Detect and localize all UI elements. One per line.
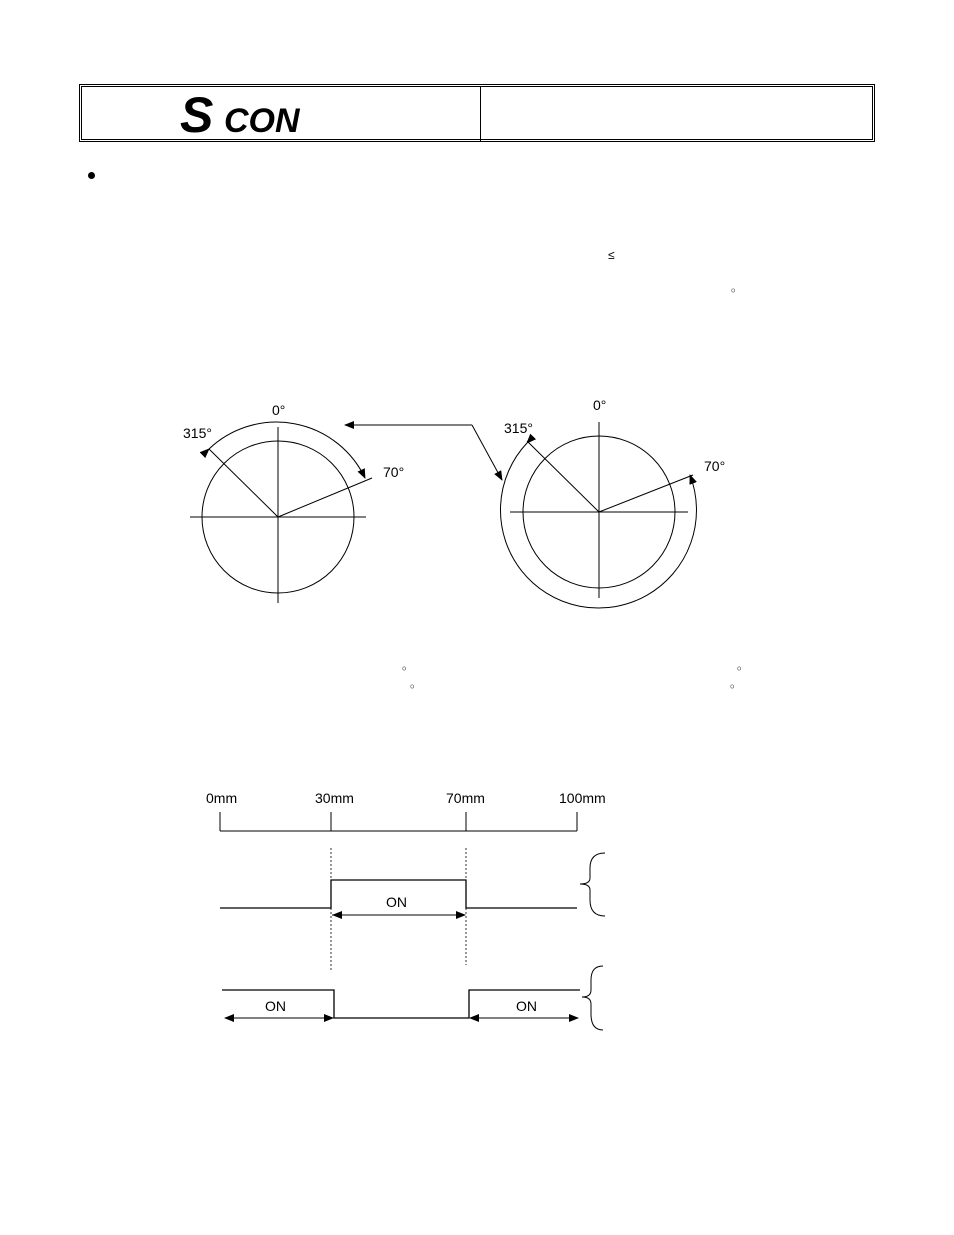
scale-ruler bbox=[220, 812, 577, 831]
less-equal-symbol: ≤ bbox=[608, 248, 615, 262]
lower-on-right-label: ON bbox=[516, 998, 537, 1014]
degree-mark: 。 bbox=[410, 676, 423, 690]
degree-mark: 。 bbox=[402, 658, 415, 672]
right-angle-70: 70° bbox=[704, 458, 726, 474]
right-angle-0: 0° bbox=[593, 397, 607, 413]
upper-brace bbox=[580, 853, 605, 916]
left-angle-0: 0° bbox=[272, 402, 286, 418]
upper-on-label: ON bbox=[386, 894, 407, 910]
lower-brace bbox=[582, 966, 603, 1030]
svg-text:S: S bbox=[180, 94, 214, 138]
scale-label-0mm: 0mm bbox=[206, 790, 238, 806]
scale-label-70mm: 70mm bbox=[446, 790, 485, 806]
lower-on-left-label: ON bbox=[265, 998, 286, 1014]
svg-text:CON: CON bbox=[224, 102, 300, 138]
scale-label-100mm: 100mm bbox=[559, 790, 606, 806]
right-angle-315: 315° bbox=[504, 420, 533, 436]
left-angle-70: 70° bbox=[383, 464, 405, 480]
scale-label-30mm: 30mm bbox=[315, 790, 354, 806]
degree-mark: 。 bbox=[737, 658, 750, 672]
left-angle-315: 315° bbox=[183, 425, 212, 441]
degree-mark: 。 bbox=[731, 280, 744, 294]
degree-mark: 。 bbox=[730, 676, 743, 690]
